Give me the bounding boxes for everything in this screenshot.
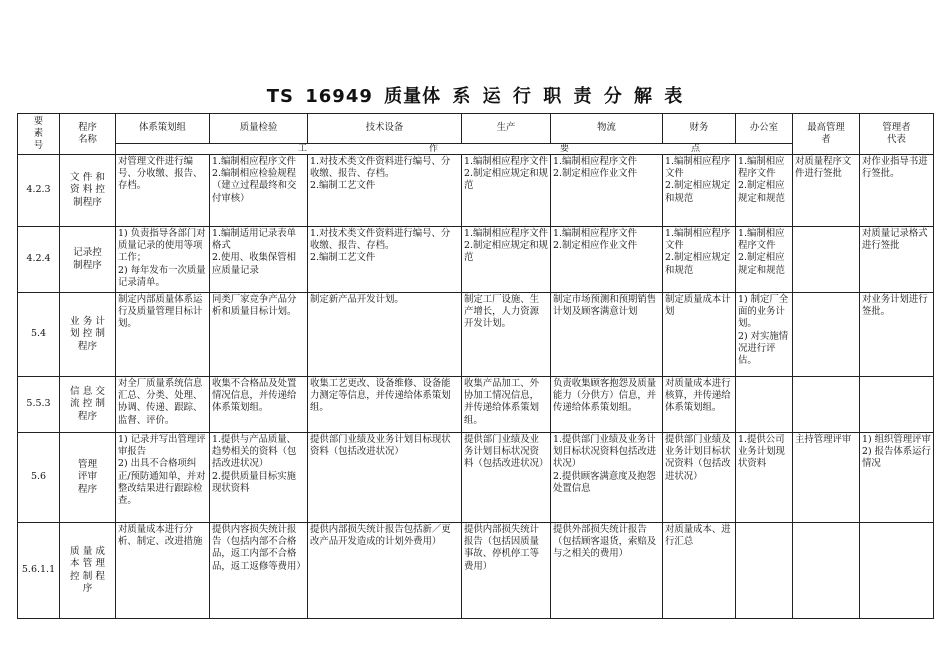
element-code: 4.2.3 <box>18 155 60 227</box>
duty-cell: 制定新产品开发计划。 <box>308 293 462 377</box>
duty-cell: 1) 组织管理评审 2) 报告体系运行情况 <box>860 433 934 523</box>
duty-cell: 收集工艺更改、设备维修、设备能力测定等信息，并传递给体系策划组。 <box>308 377 462 433</box>
duty-cell <box>736 523 793 619</box>
duty-cell: 制定工厂设施、生产增长，人力资源开发计划。 <box>462 293 551 377</box>
header-dept: 质量检验 <box>210 114 308 144</box>
band-char: 要 <box>559 144 569 154</box>
document-title: TS 16949 质量体 系 运 行 职 责 分 解 表 <box>266 86 684 107</box>
element-code: 5.6 <box>18 433 60 523</box>
duty-cell: 同类厂家竞争产品分析和质量目标计划。 <box>210 293 308 377</box>
table-row <box>18 227 934 293</box>
duty-cell: 提供部门业绩及业务计划目标状况资料（包括改进状况） <box>663 433 736 523</box>
table-row <box>18 523 934 619</box>
duty-cell: 提供内容损失统计报告（包括内部不合格品，返工内部不合格品，返工返修等费用） <box>210 523 308 619</box>
duty-cell: 负责收集顾客抱怨及质量能力（分供方）信息，并传递给体系策划组。 <box>551 377 663 433</box>
table-row <box>18 433 934 523</box>
duty-cell: 对全厂质量系统信息汇总、分类、处理、协调、传递、跟踪、监督、评价。 <box>116 377 210 433</box>
duty-cell: 对质量成本进行分析、制定、改进措施 <box>116 523 210 619</box>
duty-cell: 提供外部损失统计报告（包括顾客退货，索赔及与之相关的费用） <box>551 523 663 619</box>
band-char: 作 <box>428 144 438 154</box>
element-code: 5.4 <box>18 293 60 377</box>
program-name: 质 量 成 本 管 理 控 制 程 序 <box>60 523 116 619</box>
element-code: 4.2.4 <box>18 227 60 293</box>
header-dept: 管理者 代表 <box>860 114 934 155</box>
header-row <box>18 114 934 144</box>
duty-cell: 收集产品加工、外协加工情况信息，并传递给体系策划组。 <box>462 377 551 433</box>
duty-cell: 1.提供与产品质量、趋势相关的资料（包括改进状况） 2.提供质量目标实施现状资料 <box>210 433 308 523</box>
header-dept: 技术设备 <box>308 114 462 144</box>
table-row <box>18 293 934 377</box>
band-char: 点 <box>690 144 700 154</box>
duty-cell: 制定质量成本计划 <box>663 293 736 377</box>
duty-cell: 收集不合格品及处置情况信息，并传递给体系策划组。 <box>210 377 308 433</box>
duty-cell: 对管理文件进行编号、分收缴、报告、存档。 <box>116 155 210 227</box>
duty-cell: 提供部门业绩及业务计划目标现状资料（包括改进状况） <box>308 433 462 523</box>
duty-cell: 1) 制定厂全面的业务计划。 2) 对实施情况进行评估。 <box>736 293 793 377</box>
duty-cell: 1.提供公司业务计划现状资料 <box>736 433 793 523</box>
duty-cell: 制定市场预测和预期销售计划及顾客满意计划 <box>551 293 663 377</box>
duty-cell <box>793 227 860 293</box>
duty-cell: 1.编制相应程序文件 2.制定相应作业文件 <box>551 155 663 227</box>
table-row <box>18 155 934 227</box>
duty-cell <box>793 523 860 619</box>
duty-cell: 1.编制相应程序文件 2.制定相应规定和规范 <box>663 155 736 227</box>
duty-cell: 1.提供部门业绩及业务计划目标状况资料包括改进状况） 2.提供顾客满意度及抱怨处置信息 <box>551 433 663 523</box>
duty-cell: 对业务计划进行签批。 <box>860 293 934 377</box>
duty-cell: 1.编制相应程序文件 2.制定相应规定和规范 <box>736 155 793 227</box>
duty-cell <box>793 293 860 377</box>
duty-cell: 提供部门业绩及业务计划目标状况资料（包括改进状况） <box>462 433 551 523</box>
duty-cell: 制定内部质量体系运行及质量管理目标计划。 <box>116 293 210 377</box>
header-dept: 办公室 <box>736 114 793 144</box>
duty-cell: 主持管理评审 <box>793 433 860 523</box>
duty-cell <box>736 377 793 433</box>
duty-cell: 对质量成本、进行汇总 <box>663 523 736 619</box>
program-name: 信 息 交 流 控 制 程序 <box>60 377 116 433</box>
header-dept: 生产 <box>462 114 551 144</box>
program-name: 管理 评审 程序 <box>60 433 116 523</box>
header-dept: 物流 <box>551 114 663 144</box>
duty-cell: 1.编制相应程序文件 2.制定相应规定和规范 <box>462 155 551 227</box>
duty-cell <box>793 377 860 433</box>
header-dept: 体系策划组 <box>116 114 210 144</box>
header-program: 程序 名称 <box>60 114 116 155</box>
duty-cell <box>860 523 934 619</box>
duty-cell: 对质量记录格式进行签批 <box>860 227 934 293</box>
program-name: 业 务 计 划 控 制 程序 <box>60 293 116 377</box>
duty-cell: 1) 负责指导各部门对质量记录的使用等项工作； 2) 每年发布一次质量记录清单。 <box>116 227 210 293</box>
duty-cell: 提供内部损失统计报告（包括因质量事故、停机停工等费用） <box>462 523 551 619</box>
work-points-band <box>116 144 793 155</box>
header-code: 要 素 号 <box>18 114 60 155</box>
duty-cell: 对质量成本进行核算，并传递给体系策划组。 <box>663 377 736 433</box>
element-code: 5.5.3 <box>18 377 60 433</box>
header-dept: 最高管理 者 <box>793 114 860 155</box>
duty-cell: 1.编制相应程序文件 2.制定相应规定和规范 <box>462 227 551 293</box>
duty-cell <box>860 377 934 433</box>
program-name: 记录控 制程序 <box>60 227 116 293</box>
duty-cell: 1.编制相应程序文件 2.制定相应规定和规范 <box>736 227 793 293</box>
duty-cell: 对质量程序文件进行签批 <box>793 155 860 227</box>
table-row <box>18 377 934 433</box>
duty-cell: 1.对技术类文件资料进行编号、分收缴、报告、存档。 2.编制工艺文件 <box>308 155 462 227</box>
program-name: 文 件 和 资 料 控 制程序 <box>60 155 116 227</box>
duty-cell: 提供内部损失统计报告包括新／更改产品开发造成的计划外费用） <box>308 523 462 619</box>
duty-cell: 1.编制适用记录表单格式 2.使用、收集保管相应质量记录 <box>210 227 308 293</box>
duty-cell: 对作业指导书进行签批。 <box>860 155 934 227</box>
duty-cell: 1.编制相应程序文件 2.制定相应规定和规范 <box>663 227 736 293</box>
duty-cell: 1) 记录并写出管理评审报告 2) 出具不合格项纠正/预防通知单，并对整改结果进行跟踪检查。 <box>116 433 210 523</box>
element-code: 5.6.1.1 <box>18 523 60 619</box>
duty-cell: 1.编制相应程序文件 2.制定相应作业文件 <box>551 227 663 293</box>
band-char: 工 <box>298 144 308 154</box>
header-dept: 财务 <box>663 114 736 144</box>
responsibility-table <box>17 113 934 619</box>
duty-cell: 1.编制相应程序文件 2.编制相应检验规程（建立过程最终和交付审核） <box>210 155 308 227</box>
duty-cell: 1.对技术类文件资料进行编号、分收缴、报告、存档。 2.编制工艺文件 <box>308 227 462 293</box>
